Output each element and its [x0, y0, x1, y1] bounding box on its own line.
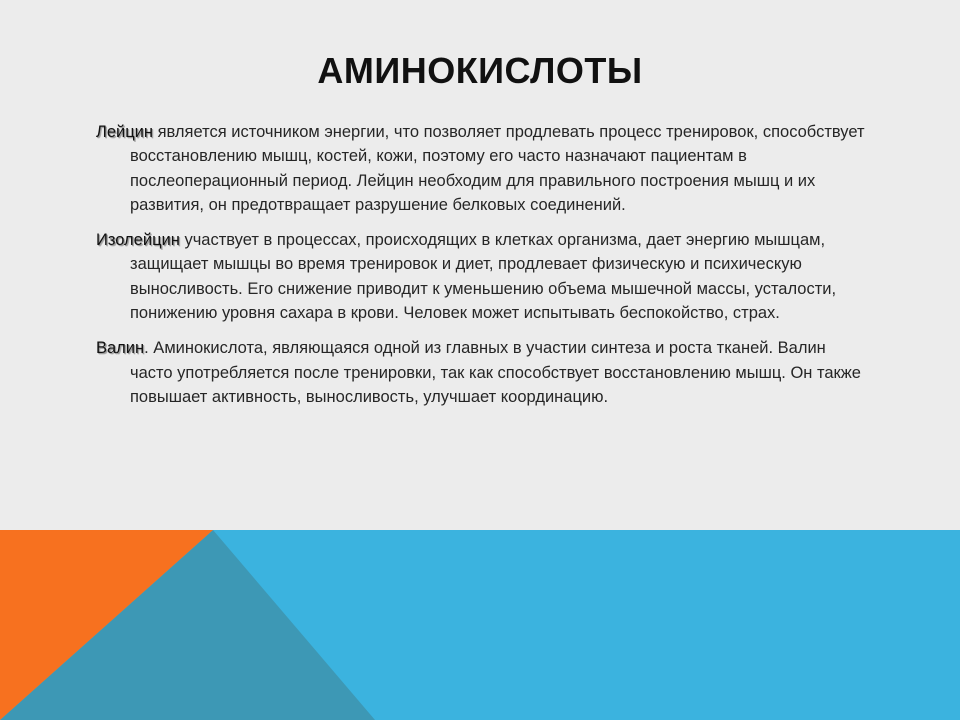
- term-isoleucine: Изолейцин: [96, 231, 180, 250]
- slide-title: АМИНОКИСЛОТЫ: [317, 50, 643, 91]
- body-text: [96, 120, 871, 420]
- decorative-band: [0, 530, 960, 720]
- text-valine: . Аминокислота, являющаяся одной из главных в участии синтеза и роста тканей. Валин часто употребляется после тренировки, так как способствует восстановлению мышц. Он также повышает активность, выносливость, улучшает координацию.: [130, 339, 861, 406]
- paragraph-isoleucine: [96, 228, 871, 325]
- text-leucine: является источником энергии, что позволяет продлевать процесс тренировок, способствует восстановлению мышц, костей, кожи, поэтому его часто назначают пациентам в послеоперационный период. Лейцин необходим для правильного построения мышц и их развития, он предотвращает разрушение белковых соединений.: [130, 123, 865, 214]
- term-leucine: Лейцин: [96, 123, 154, 141]
- text-isoleucine: участвует в процессах, происходящих в клетках организма, дает энергию мышцам, защищает мышцы во время тренировок и диет, продлевает физическую и психическую выносливость. Его снижение приводит к уменьшению объема мышечной массы, усталости, понижению уровня сахара в крови. Человек может испытывать беспокойство, страх.: [130, 231, 837, 323]
- paragraph-valine: [96, 336, 871, 409]
- paragraph-leucine: [96, 120, 871, 217]
- term-valine: Валин: [96, 339, 145, 358]
